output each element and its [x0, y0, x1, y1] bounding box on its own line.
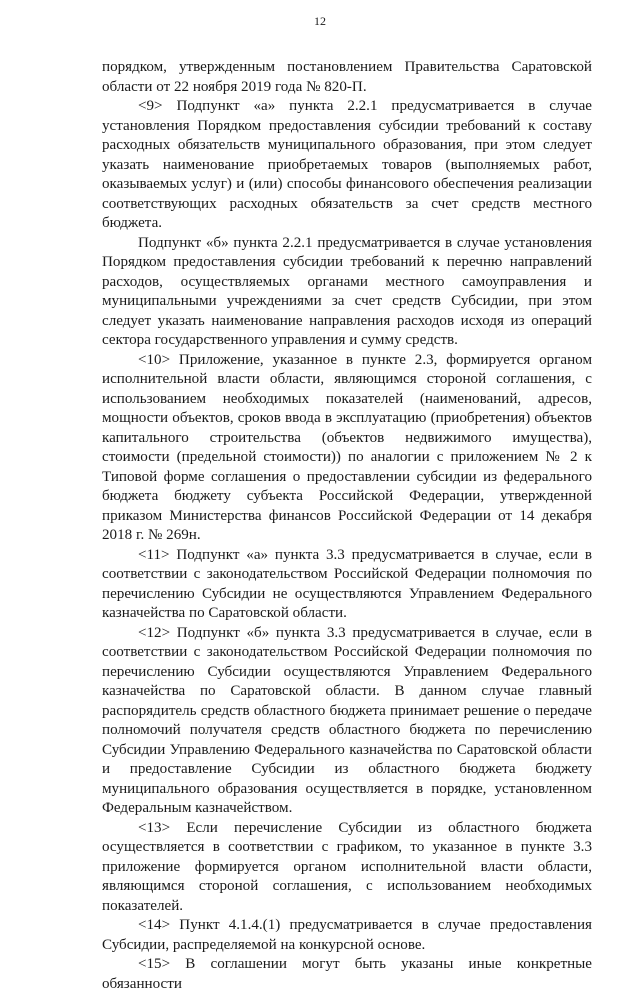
footnote-10: <10> Приложение, указанное в пункте 2.3, формируется органом исполнительной власти области, являющимся стороной соглашения, с использованием необходимых показателей (наименований, адресов, мощности объектов, сроков ввода в эксплуатацию (приобретения) объектов капитального строительства (объектов недвижимого имущества), стоимости (предельной стоимости)) по аналогии с приложением № 2 к Типовой форме соглашения о предоставлении субсидии из федерального бюджета бюджету субъекта Российской Федерации, утвержденной приказом Министерства финансов Российской Федерации от 14 декабря 2018 г. № 269н.: [102, 351, 592, 543]
footnote-14: <14> Пункт 4.1.4.(1) предусматривается в случае предоставления Субсидии, распределяемой на конкурсной основе.: [102, 917, 592, 953]
footnote-13: <13> Если перечисление Субсидии из областного бюджета осуществляется в соответствии с графиком, то указанное в пункте 3.3 приложение формируется органом исполнительной власти области, являющимся стороной соглашения, с использованием необходимых показателей.: [102, 819, 592, 914]
paragraph-continuation: порядком, утвержденным постановлением Правительства Саратовской области от 22 ноября 2019 года № 820-П.: [102, 59, 592, 95]
document-body: [102, 58, 592, 994]
footnote-9: <9> Подпункт «а» пункта 2.2.1 предусматривается в случае установления Порядком предоставления субсидии требований к составу расходных обязательств муниципального образования, при этом следует указать наименование приобретаемых товаров (выполняемых работ, оказываемых услуг) и (или) способы финансового обеспечения реализации соответствующих расходных обязательств за счет средств местного бюджета.: [102, 98, 592, 231]
footnote-12: <12> Подпункт «б» пункта 3.3 предусматривается в случае, если в соответствии с законодательством Российской Федерации полномочия по перечислению Субсидии осуществляются Управлением Федерального казначейства по Саратовской области. В данном случае главный распорядитель средств областного бюджета принимает решение о передаче полномочий получателя средств областного бюджета по перечислению Субсидии Управлению Федерального казначейства по Саратовской области и предоставление Субсидии из областного бюджета бюджету муниципального образования осуществляется в порядке, установленном Федеральным казначейством.: [102, 624, 592, 816]
footnote-9-subpoint-b: Подпункт «б» пункта 2.2.1 предусматривается в случае установления Порядком предоставления субсидии требований к перечню направлений расходов, осуществляемых органами местного самоуправления и муниципальными учреждениями за счет средств Субсидии, при этом следует указать наименование направления расходов исходя из операций сектора государственного управления и сумму средств.: [102, 234, 592, 348]
page-number: 12: [314, 14, 326, 28]
footnote-11: <11> Подпункт «а» пункта 3.3 предусматривается в случае, если в соответствии с законодательством Российской Федерации полномочия по перечислению Субсидии не осуществляются Управлением Федерального казначейства по Саратовской области.: [102, 546, 592, 621]
footnote-15: <15> В соглашении могут быть указаны иные конкретные обязанности: [102, 956, 592, 992]
